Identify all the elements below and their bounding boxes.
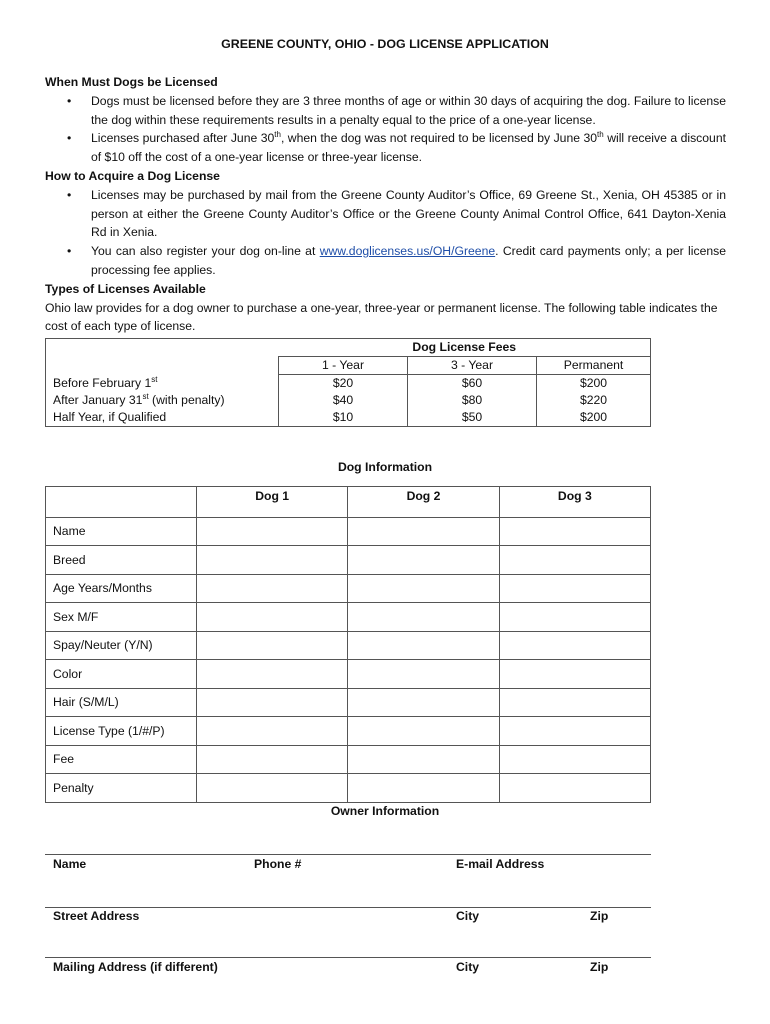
owner-mailing-label: Mailing Address (if different) [53,960,218,974]
table-row [46,392,651,409]
fee-value: $40 [279,392,408,409]
fee-value: $220 [537,392,651,409]
fees-row-label: Half Year, if Qualified [46,409,279,427]
owner-zip-label: Zip [590,909,609,923]
list-item: • Licenses may be purchased by mail from the Greene County Auditor’s Office, 69 Greene St., Xenia, OH 45385 or in person at either the Greene County Auditor’s Office or the Greene County Animal Control Office, 641 Dayton-Xenia Rd in Xenia. [67,187,726,240]
dog-2-input-cell[interactable] [348,745,499,774]
owner-info-title: Owner Information [330,804,440,818]
dog-col-header: Dog 2 [348,487,499,518]
dog-col-header: Dog 1 [197,487,348,518]
table-row [46,603,651,632]
bullet-icon: • [67,187,72,202]
owner-name-label: Name [53,857,87,871]
dog-1-input-cell[interactable] [197,660,348,689]
fee-value: $50 [408,409,537,427]
dog-row-label: Fee [46,745,197,774]
owner-city-label: City [456,909,480,923]
dog-1-input-cell[interactable] [197,774,348,803]
dog-row-label: Name [46,517,197,546]
fees-title: Dog License Fees [279,339,651,357]
dog-3-input-cell[interactable] [499,517,650,546]
owner-city-label: City [456,960,480,974]
table-row [46,546,651,575]
table-row [46,774,651,803]
table-row [46,745,651,774]
dog-info-title: Dog Information [337,460,433,474]
bullet-icon: • [67,93,72,108]
table-row [46,375,651,393]
dog-row-label: Spay/Neuter (Y/N) [46,631,197,660]
dog-2-input-cell[interactable] [348,688,499,717]
fee-value: $60 [408,375,537,393]
list-item: • Licenses purchased after June 30th, when the dog was not required to be licensed by June 30th will receive a discount of $10 off the cost of a one-year license or three-year license. [67,130,726,165]
list-item: • You can also register your dog on-line at www.doglicenses.us/OH/Greene. Credit card payments only; a per license processing fee applies. [67,244,726,277]
dog-3-input-cell[interactable] [499,717,650,746]
dog-2-input-cell[interactable] [348,603,499,632]
types-text: Ohio law provides for a dog owner to purchase a one-year, three-year or permanent license. The following table indicates the cost of each type of license. [45,300,718,334]
dog-col-header: Dog 3 [499,487,650,518]
dog-row-label: Breed [46,546,197,575]
dog-2-input-cell[interactable] [348,546,499,575]
fee-value: $200 [537,409,651,427]
dog-3-input-cell[interactable] [499,574,650,603]
dog-3-input-cell[interactable] [499,688,650,717]
dog-1-input-cell[interactable] [197,574,348,603]
fees-col-header: 1 - Year [279,357,408,375]
dog-row-label: Penalty [46,774,197,803]
how-list [45,186,726,280]
dog-row-label: Hair (S/M/L) [46,688,197,717]
bullet-icon: • [67,131,72,146]
fee-value: $20 [279,375,408,393]
dog-1-input-cell[interactable] [197,745,348,774]
dog-2-input-cell[interactable] [348,631,499,660]
dog-row-label: Color [46,660,197,689]
doglicenses-link[interactable]: www.doglicenses.us/OH/Greene [319,244,496,259]
dog-header-blank [46,487,197,518]
dog-row-label: License Type (1/#/P) [46,717,197,746]
table-row [46,660,651,689]
section-heading-how: How to Acquire a Dog License [45,168,220,183]
dog-2-input-cell[interactable] [348,774,499,803]
dog-1-input-cell[interactable] [197,631,348,660]
dog-2-input-cell[interactable] [348,717,499,746]
list-item: • Dogs must be licensed before they are 3 three months of age or within 30 days of acquiring the dog. Failure to license the dog within these requirements results in a penalty equal to the price of a one-year license. [67,93,726,127]
instructions [45,73,726,336]
owner-street-label: Street Address [53,909,140,923]
owner-zip-label: Zip [590,960,609,974]
dog-1-input-cell[interactable] [197,717,348,746]
dog-2-input-cell[interactable] [348,517,499,546]
table-row [46,409,651,427]
fees-col-header: Permanent [537,357,651,375]
dog-1-input-cell[interactable] [197,688,348,717]
dog-1-input-cell[interactable] [197,546,348,575]
fee-value: $80 [408,392,537,409]
dog-2-input-cell[interactable] [348,574,499,603]
dog-3-input-cell[interactable] [499,546,650,575]
owner-email-label: E-mail Address [456,857,545,871]
fee-value: $200 [537,375,651,393]
dog-3-input-cell[interactable] [499,660,650,689]
dog-3-input-cell[interactable] [499,745,650,774]
dog-2-input-cell[interactable] [348,660,499,689]
dog-info-table [45,486,651,803]
dog-3-input-cell[interactable] [499,774,650,803]
fees-blank [46,339,279,357]
owner-divider [45,854,651,855]
owner-divider [45,907,651,908]
owner-divider [45,957,651,958]
dog-row-label: Sex M/F [46,603,197,632]
page-title: GREENE COUNTY, OHIO - DOG LICENSE APPLICATION [221,37,549,51]
table-row [46,517,651,546]
fee-value: $10 [279,409,408,427]
bullet-icon: • [67,244,72,259]
dog-1-input-cell[interactable] [197,603,348,632]
when-list [45,92,726,167]
table-row [46,717,651,746]
dog-3-input-cell[interactable] [499,603,650,632]
owner-phone-label: Phone # [254,857,302,871]
table-row [46,631,651,660]
dog-row-label: Age Years/Months [46,574,197,603]
dog-1-input-cell[interactable] [197,517,348,546]
table-row [46,688,651,717]
fees-table [45,338,651,427]
section-heading-when: When Must Dogs be Licensed [45,75,218,89]
fees-blank-2 [46,357,279,375]
fees-row-label: Before February 1st [46,375,279,393]
section-heading-types: Types of Licenses Available [45,281,206,296]
fees-col-header: 3 - Year [408,357,537,375]
fees-row-label: After January 31st (with penalty) [46,392,279,409]
dog-3-input-cell[interactable] [499,631,650,660]
table-row [46,574,651,603]
